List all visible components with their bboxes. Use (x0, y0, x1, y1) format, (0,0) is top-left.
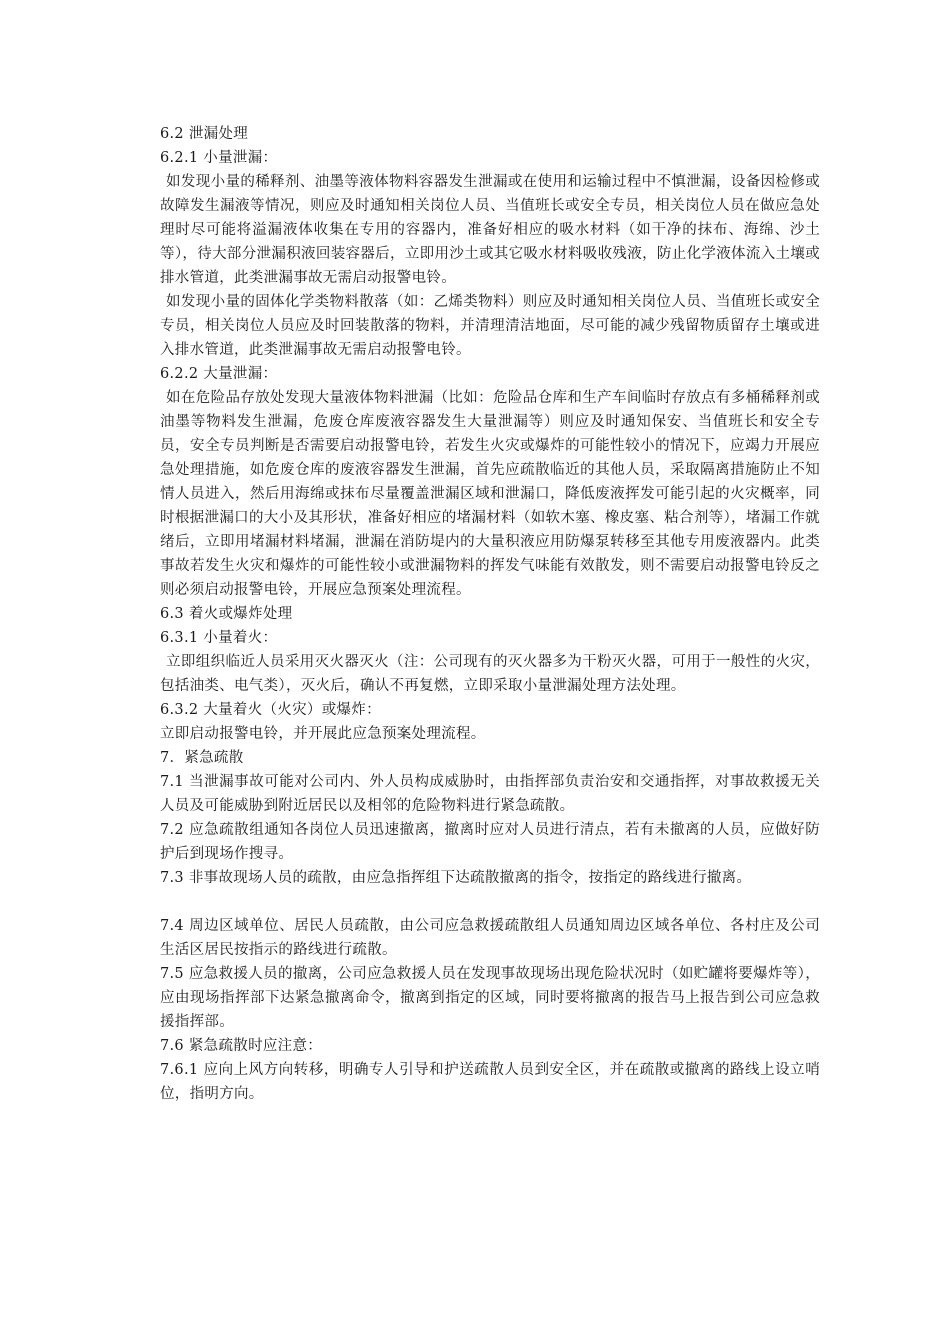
item-7-4: 7.4 周边区域单位、居民人员疏散，由公司应急救援疏散组人员通知周边区域各单位、各村庄及公司生活区居民按指示的路线进行疏散。 (160, 918, 820, 958)
subsection-heading-6-2-2: 6.2.2 大量泄漏： (160, 366, 278, 382)
paragraph-small-liquid-leak: 如发现小量的稀释剂、油墨等液体物料容器发生泄漏或在使用和运输过程中不慎泄漏，设备因检修或故障发生漏液等情况，则应及时通知相关岗位人员、当值班长或安全专员，相关岗位人员在做应急处理时尽可能将溢漏液体收集在专用的容器内，准备好相应的吸水材料（如干净的抹布、海绵、沙土等），待大部分泄漏积液回装容器后，立即用沙土或其它吸水材料吸收残液，防止化学液体流入土壤或排水管道，此类泄漏事故无需启动报警电铃。 (160, 174, 820, 286)
section-heading-6-2: 6.2 泄漏处理 (160, 126, 249, 142)
section-heading-7: 7．紧急疏散 (160, 750, 244, 766)
subsection-heading-6-3-2: 6.3.2 大量着火（火灾）或爆炸： (160, 702, 381, 718)
item-7-6: 7.6 紧急疏散时应注意： (160, 1038, 323, 1054)
item-7-1: 7.1 当泄漏事故可能对公司内、外人员构成威胁时，由指挥部负责治安和交通指挥，对事故救援无关人员及可能威胁到附近居民以及相邻的危险物料进行紧急疏散。 (160, 774, 820, 814)
item-7-2: 7.2 应急疏散组通知各岗位人员迅速撤离，撤离时应对人员进行清点，若有未撤离的人员，应做好防护后到现场作搜寻。 (160, 822, 820, 862)
document-body (160, 122, 820, 1106)
section-heading-6-3: 6.3 着火或爆炸处理 (160, 606, 293, 622)
paragraph-large-leak: 如在危险品存放处发现大量液体物料泄漏（比如：危险品仓库和生产车间临时存放点有多桶稀释剂或油墨等物料发生泄漏，危废仓库废液容器发生大量泄漏等）则应及时通知保安、当值班长和安全专员，安全专员判断是否需要启动报警电铃，若发生火灾或爆炸的可能性较小的情况下，应竭力开展应急处理措施，如危废仓库的废液容器发生泄漏，首先应疏散临近的其他人员，采取隔离措施防止不知情人员进入，然后用海绵或抹布尽量覆盖泄漏区域和泄漏口，降低废液挥发可能引起的火灾概率，同时根据泄漏口的大小及其形状，准备好相应的堵漏材料（如软木塞、橡皮塞、粘合剂等），堵漏工作就绪后，立即用堵漏材料堵漏，泄漏在消防堤内的大量积液应用防爆泵转移至其他专用废液器内。此类事故若发生火灾和爆炸的可能性较小或泄漏物料的挥发气味能有效散发，则不需要启动报警电铃反之则必须启动报警电铃，开展应急预案处理流程。 (160, 390, 820, 598)
paragraph-small-fire: 立即组织临近人员采用灭火器灭火（注：公司现有的灭火器多为干粉灭火器，可用于一般性的火灾，包括油类、电气类），灭火后，确认不再复燃，立即采取小量泄漏处理方法处理。 (160, 654, 820, 694)
paragraph-small-solid-spill: 如发现小量的固体化学类物料散落（如：乙烯类物料）则应及时通知相关岗位人员、当值班长或安全专员，相关岗位人员应及时回装散落的物料，并清理清洁地面，尽可能的减少残留物质留存土壤或进入排水管道，此类泄漏事故无需启动报警电铃。 (160, 294, 820, 358)
paragraph-large-fire: 立即启动报警电铃，并开展此应急预案处理流程。 (160, 726, 486, 742)
subsection-heading-6-3-1: 6.3.1 小量着火： (160, 630, 278, 646)
blank-line (160, 890, 820, 914)
item-7-6-1: 7.6.1 应向上风方向转移，明确专人引导和护送疏散人员到安全区，并在疏散或撤离的路线上设立哨位，指明方向。 (160, 1062, 820, 1102)
item-7-3: 7.3 非事故现场人员的疏散，由应急指挥组下达疏散撤离的指令，按指定的路线进行撤离。 (160, 870, 752, 886)
subsection-heading-6-2-1: 6.2.1 小量泄漏： (160, 150, 278, 166)
item-7-5: 7.5 应急救援人员的撤离，公司应急救援人员在发现事故现场出现危险状况时（如贮罐将要爆炸等），应由现场指挥部下达紧急撤离命令，撤离到指定的区域，同时要将撤离的报告马上报告到公司应急救援指挥部。 (160, 966, 820, 1030)
